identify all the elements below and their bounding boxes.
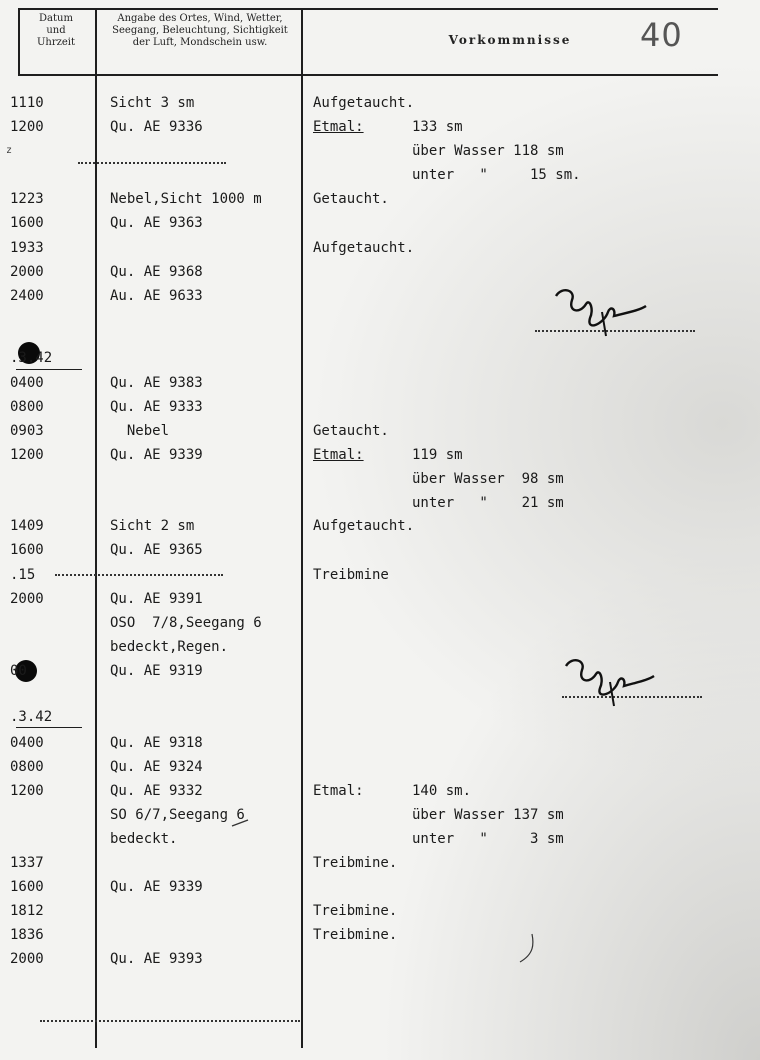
- column-divider-2: [301, 8, 303, 1048]
- header-date-line: Datum: [39, 13, 73, 24]
- time-cell: 1600: [10, 215, 44, 231]
- distance-value: [412, 637, 712, 657]
- place-cell: Qu. AE 9333: [110, 399, 203, 415]
- time-cell: [10, 165, 86, 185]
- distance-value: [412, 877, 712, 897]
- distance-value: [412, 707, 712, 727]
- distance-value: [412, 373, 712, 393]
- place-cell: SO 6/7,Seegang 6: [110, 807, 245, 823]
- event-cell: Aufgetaucht.: [313, 240, 415, 256]
- time-cell: 1812: [10, 903, 44, 919]
- time-cell: .3.42: [10, 709, 53, 725]
- place-cell: Qu. AE 9339: [110, 879, 203, 895]
- header-date-column: [18, 13, 94, 49]
- time-cell: [10, 637, 86, 657]
- distance-value: 133 sm: [412, 119, 463, 135]
- distance-value: unter " 15 sm.: [412, 167, 581, 183]
- time-cell: 2400: [10, 288, 44, 304]
- distance-value: über Wasser 118 sm: [412, 143, 564, 159]
- header-place-line: der Luft, Mondschein usw.: [132, 37, 268, 48]
- place-cell: [110, 493, 295, 513]
- place-cell: Qu. AE 9368: [110, 264, 203, 280]
- place-cell: [110, 853, 295, 873]
- time-cell: 1200: [10, 783, 44, 799]
- event-cell: Treibmine.: [313, 903, 398, 919]
- event-cell: Treibmine: [313, 567, 389, 583]
- distance-value: [412, 901, 712, 921]
- page-number: 40: [640, 16, 683, 54]
- header-events-column: Vorkommnisse: [448, 33, 572, 47]
- event-cell: Aufgetaucht.: [313, 95, 415, 111]
- header-date-line: und: [46, 25, 66, 36]
- place-cell: Qu. AE 9324: [110, 759, 203, 775]
- distance-value: [412, 421, 712, 441]
- place-cell: Qu. AE 9319: [110, 663, 203, 679]
- place-cell: Qu. AE 9336: [110, 119, 203, 135]
- header-place-line: Seegang, Beleuchtung, Sichtigkeit: [112, 25, 288, 36]
- distance-value: [412, 238, 712, 258]
- time-cell: 1600: [10, 879, 44, 895]
- distance-value: [412, 565, 712, 585]
- place-cell: [110, 348, 295, 368]
- distance-value: [412, 189, 712, 209]
- time-cell: 1600: [10, 542, 44, 558]
- distance-value: [412, 949, 712, 969]
- place-cell: bedeckt.: [110, 831, 178, 847]
- header-date-line: Uhrzeit: [36, 37, 76, 48]
- time-cell: [10, 613, 86, 633]
- header-bottom-line: [18, 74, 718, 76]
- distance-value: [412, 613, 712, 633]
- distance-value: [412, 589, 712, 609]
- event-cell: Getaucht.: [313, 191, 389, 207]
- place-cell: Sicht 2 sm: [110, 518, 195, 534]
- distance-value: [412, 540, 712, 560]
- place-cell: Qu. AE 9318: [110, 735, 203, 751]
- place-cell: Qu. AE 9391: [110, 591, 203, 607]
- place-cell: [110, 165, 295, 185]
- distance-value: [412, 93, 712, 113]
- place-cell: [110, 925, 295, 945]
- event-cell: Getaucht.: [313, 423, 389, 439]
- place-cell: [110, 901, 295, 921]
- time-cell: 1200: [10, 119, 44, 135]
- time-cell: 0400: [10, 735, 44, 751]
- distance-value: über Wasser 98 sm: [412, 471, 564, 487]
- place-cell: Qu. AE 9383: [110, 375, 203, 391]
- time-cell: 1223: [10, 191, 44, 207]
- time-cell: [10, 493, 86, 513]
- time-cell: 00: [10, 663, 27, 679]
- place-cell: Qu. AE 9363: [110, 215, 203, 231]
- time-cell: 2000: [10, 264, 44, 280]
- place-cell: Nebel,Sicht 1000 m: [110, 191, 262, 207]
- place-cell: Qu. AE 9365: [110, 542, 203, 558]
- distance-value: 140 sm.: [412, 783, 472, 799]
- place-cell: [110, 707, 295, 727]
- date-underline: [16, 369, 82, 370]
- distance-value: unter " 21 sm: [412, 495, 564, 511]
- date-underline: [16, 727, 82, 728]
- time-cell: .15: [10, 567, 36, 583]
- header-place-column: [98, 13, 302, 49]
- distance-value: [412, 516, 712, 536]
- time-cell: [10, 829, 86, 849]
- time-cell: [10, 805, 86, 825]
- distance-value: [412, 853, 712, 873]
- time-cell: 1337: [10, 855, 44, 871]
- etmal-label: Etmal:: [313, 119, 364, 135]
- time-cell: .3.42: [10, 350, 53, 366]
- place-cell: Qu. AE 9393: [110, 951, 203, 967]
- time-cell: 2000: [10, 951, 44, 967]
- time-cell: 1110: [10, 95, 44, 111]
- time-cell: 1409: [10, 518, 44, 534]
- header-place-line: Angabe des Ortes, Wind, Wetter,: [117, 13, 283, 24]
- distance-value: [412, 262, 712, 282]
- distance-value: [412, 925, 712, 945]
- etmal-label: Etmal:: [313, 447, 364, 463]
- time-cell: 0400: [10, 375, 44, 391]
- event-cell: Treibmine.: [313, 927, 398, 943]
- time-cell: 0800: [10, 759, 44, 775]
- place-cell: [110, 141, 295, 161]
- header-top-line: [18, 8, 718, 10]
- distance-value: über Wasser 137 sm: [412, 807, 564, 823]
- distance-value: 119 sm: [412, 447, 463, 463]
- time-cell: 0800: [10, 399, 44, 415]
- event-cell: Aufgetaucht.: [313, 518, 415, 534]
- time-cell: 1200: [10, 447, 44, 463]
- time-cell: 0903: [10, 423, 44, 439]
- distance-value: [412, 213, 712, 233]
- time-cell: 2000: [10, 591, 44, 607]
- distance-value: [412, 397, 712, 417]
- distance-value: [412, 733, 712, 753]
- margin-mark: z: [6, 145, 13, 156]
- column-divider-1: [95, 8, 97, 1048]
- distance-value: [412, 661, 712, 681]
- place-cell: Qu. AE 9339: [110, 447, 203, 463]
- place-cell: Qu. AE 9332: [110, 783, 203, 799]
- place-cell: bedeckt,Regen.: [110, 639, 229, 655]
- place-cell: Nebel: [110, 423, 170, 439]
- place-cell: Au. AE 9633: [110, 288, 203, 304]
- time-cell: 1933: [10, 240, 44, 256]
- place-cell: [110, 469, 295, 489]
- place-cell: OSO 7/8,Seegang 6: [110, 615, 262, 631]
- time-cell: 1836: [10, 927, 44, 943]
- event-cell: Treibmine.: [313, 855, 398, 871]
- distance-value: unter " 3 sm: [412, 831, 564, 847]
- left-margin-line: [18, 8, 20, 74]
- distance-value: [412, 286, 712, 306]
- dotted-separator: [78, 162, 226, 164]
- time-cell: [10, 141, 86, 161]
- distance-value: [412, 348, 712, 368]
- place-cell: [110, 565, 295, 585]
- time-cell: [10, 469, 86, 489]
- place-cell: Sicht 3 sm: [110, 95, 195, 111]
- place-cell: [110, 238, 295, 258]
- etmal-label: Etmal:: [313, 783, 364, 799]
- dotted-separator: [40, 1020, 300, 1022]
- distance-value: [412, 757, 712, 777]
